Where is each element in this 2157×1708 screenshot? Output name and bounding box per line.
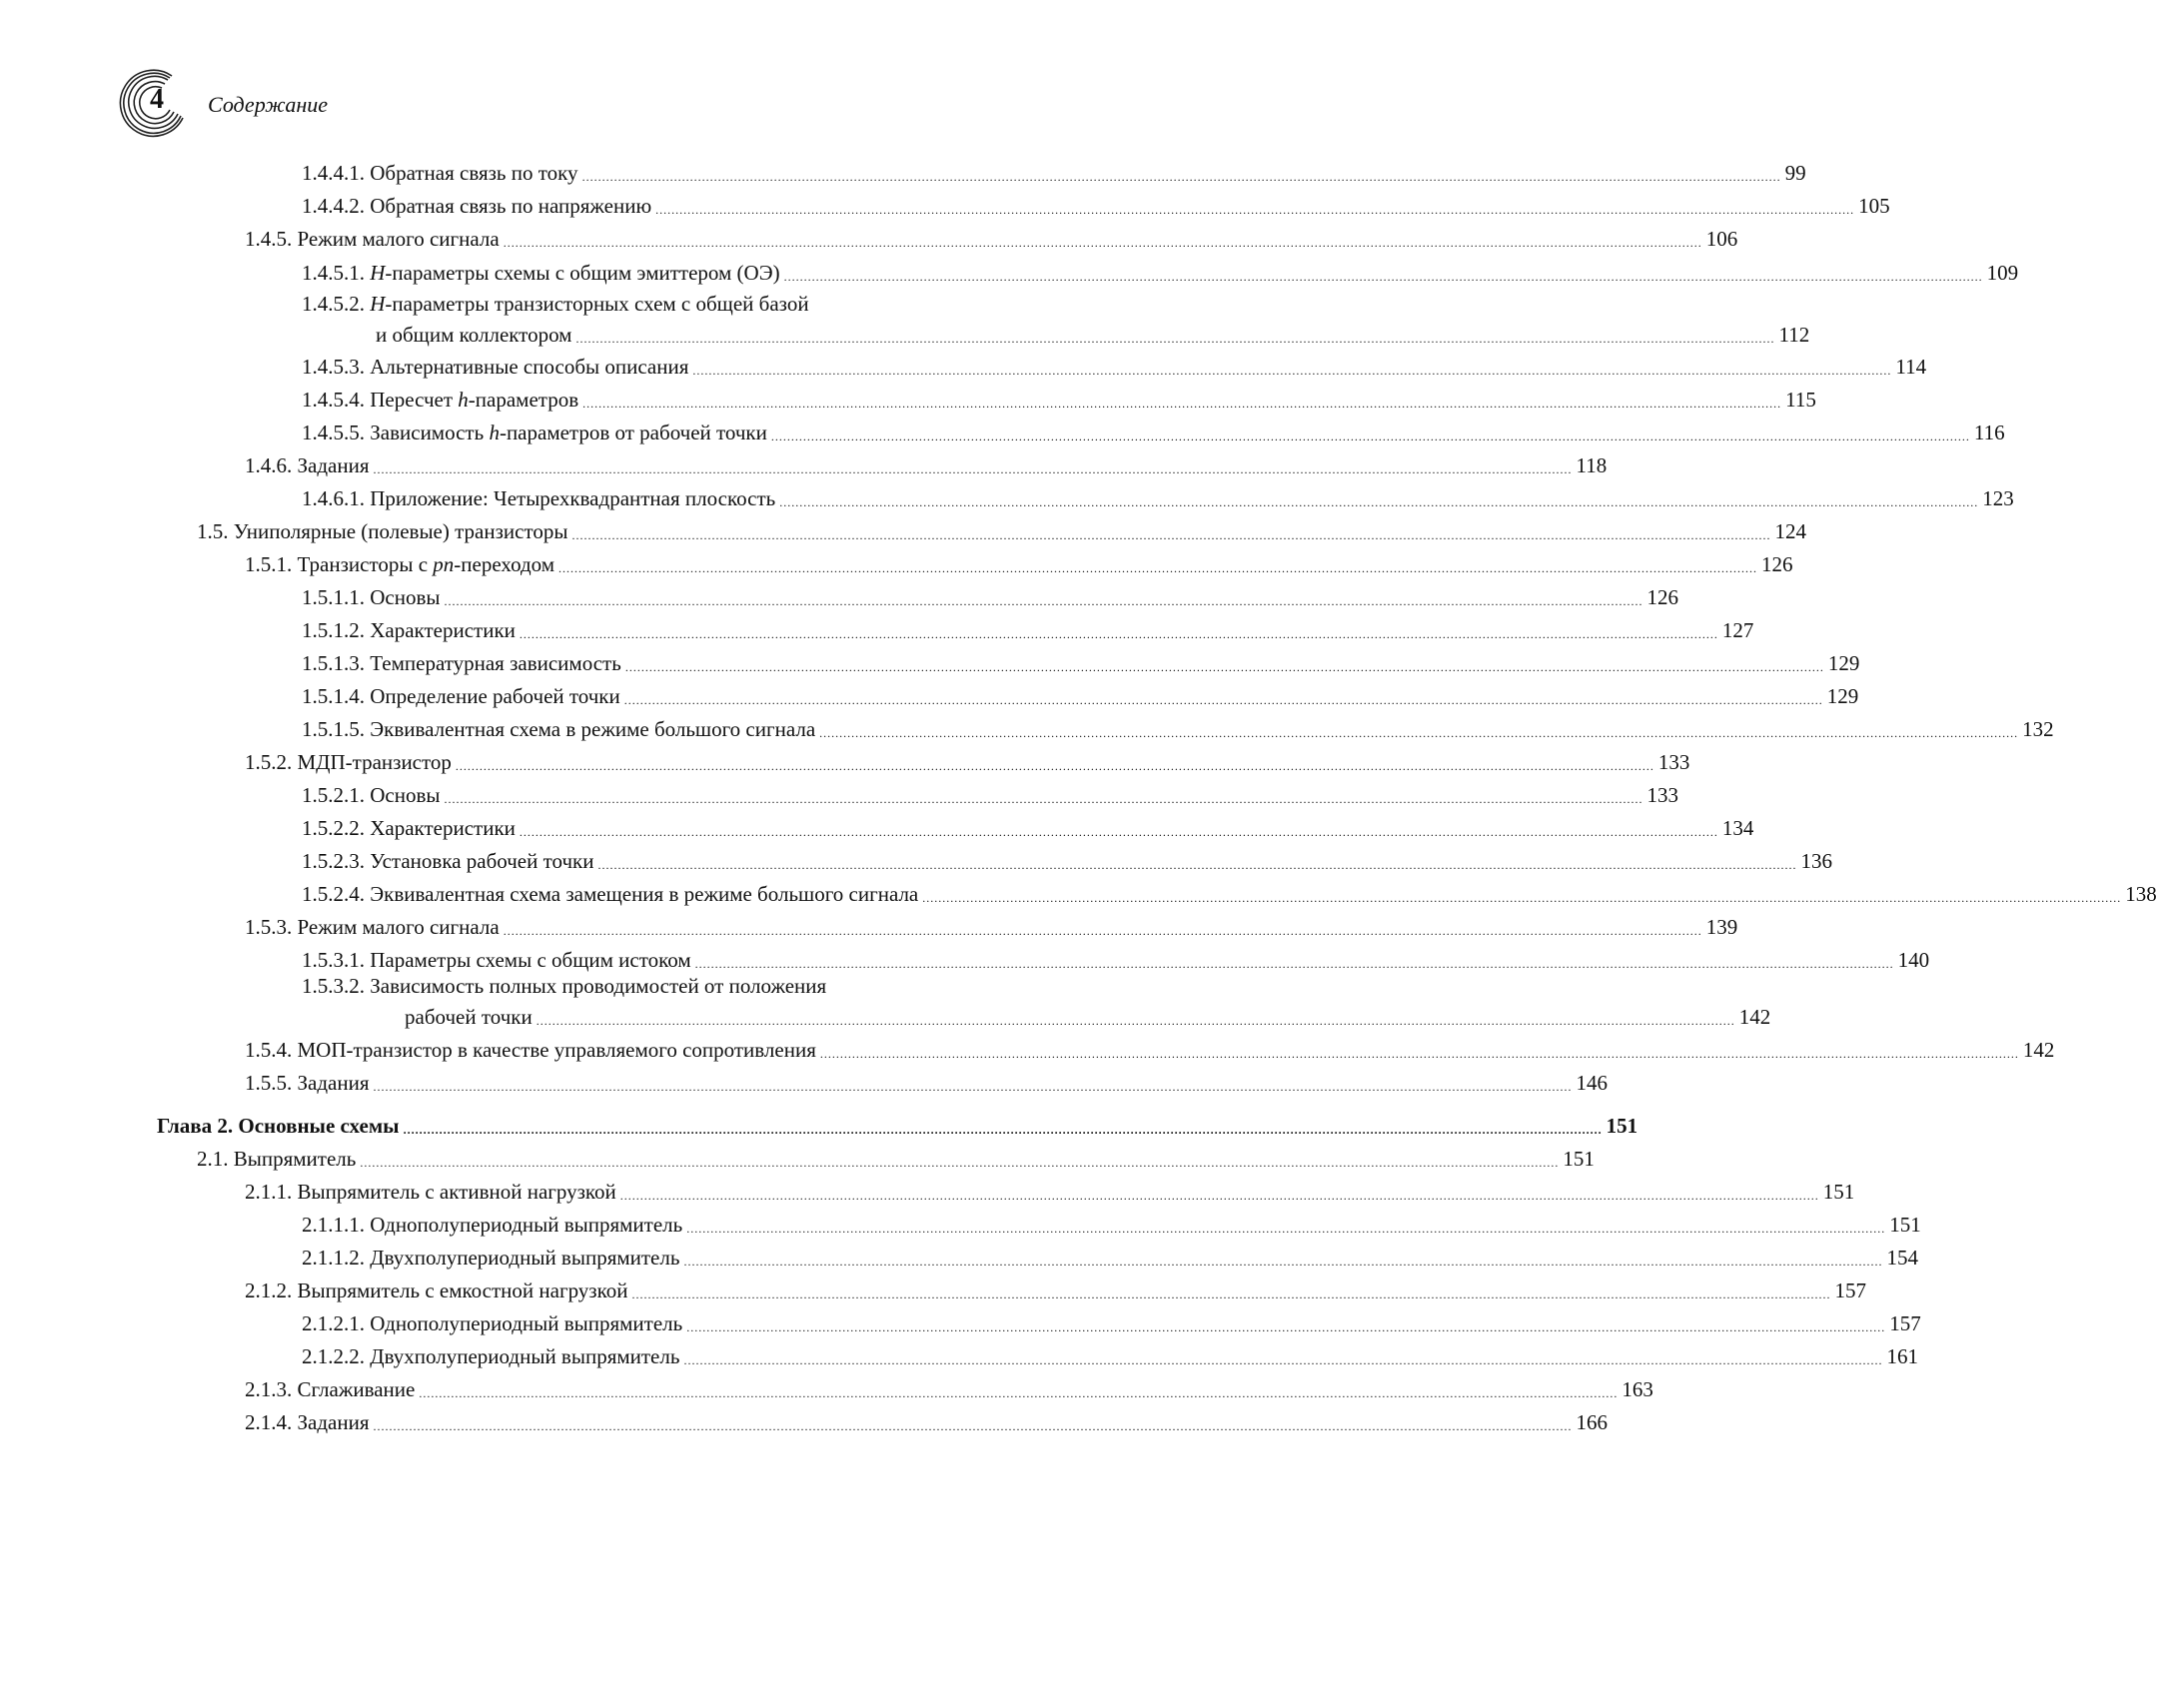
toc-entry-title: Приложение: Четырехквадрантная плоскость: [370, 486, 776, 510]
toc-entry-page: 166: [1576, 1410, 1608, 1434]
toc-entry: [302, 780, 1678, 810]
toc-entry-number: 1.5.1.: [245, 552, 298, 576]
toc-entry: [245, 224, 1738, 254]
toc-entry: [302, 352, 1927, 382]
toc-entry-page: 115: [1785, 388, 1816, 412]
toc-entry-number: 1.5.3.2.: [302, 974, 371, 998]
toc-entry-title-continued: рабочей точки: [405, 1005, 533, 1029]
toc-entry: [302, 289, 1074, 319]
toc-entry-number: 2.1.1.: [245, 1180, 298, 1204]
toc-entry: [245, 1177, 1855, 1207]
toc-entry-page: 138: [2125, 882, 2157, 906]
toc-entry-page: 133: [1646, 783, 1678, 807]
toc-entry: [245, 1407, 1608, 1437]
toc-entry: [302, 1308, 1921, 1338]
toc-entry: [302, 846, 1832, 876]
dot-leader: ............................................................................................................................................................................................................................................................................................................: [819, 1047, 2019, 1061]
toc-entry-title: Сглаживание: [297, 1377, 416, 1401]
toc-entry: [245, 1276, 1866, 1305]
toc-entry: [302, 191, 1890, 221]
toc-entry: [302, 714, 2054, 744]
toc-entry-number: 2.1.: [197, 1147, 234, 1171]
toc-entry: [245, 549, 1793, 579]
toc-entry-page: 136: [1800, 849, 1832, 873]
toc-entry-number: 2.1.3.: [245, 1377, 298, 1401]
toc-entry-number: 1.4.5.: [245, 227, 298, 251]
toc-entry-number: Глава 2.: [157, 1114, 239, 1138]
dot-leader: ............................................................................................................................................................................................................................................................................................................: [655, 203, 1855, 217]
dot-leader: ............................................................................................................................................................................................................................................................................................................: [692, 364, 1892, 378]
toc-entry: [197, 516, 1806, 546]
toc-entry-page: 109: [1986, 261, 2019, 285]
toc-entry: [245, 1068, 1608, 1098]
toc-entry-number: 2.1.2.2.: [302, 1344, 371, 1368]
dot-leader: ............................................................................................................................................................................................................................................................................................................: [444, 792, 1643, 806]
toc-entry-page: 157: [1834, 1279, 1866, 1302]
page-number: 4: [150, 84, 164, 115]
toc-entry-page: 134: [1721, 816, 1754, 840]
toc-entry-number: 2.1.2.: [245, 1279, 298, 1302]
dot-leader: ............................................................................................................................................................................................................................................................................................................: [922, 891, 2122, 905]
dot-leader: ............................................................................................................................................................................................................................................................................................................: [373, 1080, 1573, 1094]
toc-entry: [302, 1341, 1918, 1371]
toc-entry-number: 2.1.4.: [245, 1410, 298, 1434]
toc-entry: [157, 1111, 1638, 1141]
running-title: Содержание: [208, 92, 329, 117]
toc-entry-title: Характеристики: [370, 816, 516, 840]
toc-entry-page: 129: [1827, 651, 1860, 675]
dot-leader: ............................................................................................................................................................................................................................................................................................................: [683, 1255, 1883, 1269]
dot-leader: ............................................................................................................................................................................................................................................................................................................: [519, 825, 1718, 839]
toc-entry-title: Зависимость h-параметров от рабочей точки: [370, 421, 767, 444]
toc-entry-title: Задания: [297, 1071, 370, 1095]
dot-leader: ............................................................................................................................................................................................................................................................................................................: [631, 1287, 1831, 1301]
toc-entry-page: 114: [1895, 355, 1927, 379]
toc-entry-number: 1.5.1.2.: [302, 618, 371, 642]
dot-leader: ............................................................................................................................................................................................................................................................................................................: [623, 693, 1823, 707]
toc-entry-number: 2.1.2.1.: [302, 1311, 371, 1335]
dot-leader: ............................................................................................................................................................................................................................................................................................................: [770, 429, 1970, 443]
toc-entry-title: Двухполупериодный выпрямитель: [370, 1344, 680, 1368]
toc-entry: [302, 813, 1754, 843]
toc-entry-number: 1.5.3.1.: [302, 948, 371, 972]
toc-entry-continuation: [376, 320, 1810, 350]
toc-entry-title: Обратная связь по напряжению: [370, 194, 652, 218]
page-header: [118, 68, 328, 138]
toc-entry: [302, 158, 1806, 188]
toc-entry-title: Обратная связь по току: [370, 161, 578, 185]
toc-entry: [245, 912, 1738, 942]
dot-leader: ............................................................................................................................................................................................................................................................................................................: [619, 1189, 1819, 1203]
toc-entry-title-continued: и общим коллектором: [376, 323, 572, 347]
toc-entry-title: Основные схемы: [238, 1114, 400, 1138]
toc-entry-number: 1.4.5.5.: [302, 421, 371, 444]
toc-entry-title: Определение рабочей точки: [370, 684, 620, 708]
toc-entry-page: 106: [1705, 227, 1738, 251]
dot-leader: ............................................................................................................................................................................................................................................................................................................: [686, 1320, 1886, 1334]
dot-leader: ............................................................................................................................................................................................................................................................................................................: [503, 236, 1702, 250]
toc-entry-page: 163: [1621, 1377, 1653, 1401]
toc-entry-number: 1.4.4.2.: [302, 194, 371, 218]
dot-leader: ............................................................................................................................................................................................................................................................................................................: [403, 1123, 1603, 1137]
dot-leader: ............................................................................................................................................................................................................................................................................................................: [581, 170, 1781, 184]
toc-entry-number: 1.5.1.5.: [302, 717, 371, 741]
toc-entry-page: 154: [1886, 1246, 1918, 1270]
toc-entry-page: 123: [1982, 486, 2014, 510]
toc-entry-title: Однополупериодный выпрямитель: [370, 1311, 683, 1335]
toc-entry-number: 1.4.5.2.: [302, 292, 371, 316]
dot-leader: ............................................................................................................................................................................................................................................................................................................: [536, 1014, 1735, 1028]
toc-entry-number: 1.5.5.: [245, 1071, 298, 1095]
toc-entry-title: Установка рабочей точки: [370, 849, 594, 873]
toc-entry-page: 127: [1721, 618, 1754, 642]
toc-entry-number: 1.4.5.3.: [302, 355, 371, 379]
toc-entry-number: 1.4.6.: [245, 453, 298, 477]
toc-entry-page: 151: [1822, 1180, 1855, 1204]
toc-entry: [302, 971, 1074, 1001]
toc-entry-number: 1.5.2.4.: [302, 882, 371, 906]
dot-leader: ............................................................................................................................................................................................................................................................................................................: [373, 1419, 1573, 1433]
toc-entry-number: 1.5.2.1.: [302, 783, 371, 807]
toc-entry-number: 2.1.1.2.: [302, 1246, 371, 1270]
toc-entry-page: 139: [1705, 915, 1738, 939]
toc-entry-page: 126: [1646, 585, 1678, 609]
toc-entry-title: Эквивалентная схема замещения в режиме большого сигнала: [370, 882, 919, 906]
toc-entry-number: 1.5.3.: [245, 915, 298, 939]
dot-leader: ............................................................................................................................................................................................................................................................................................................: [694, 957, 1894, 971]
toc-entry: [302, 385, 1816, 415]
dot-leader: ............................................................................................................................................................................................................................................................................................................: [597, 858, 1797, 872]
publisher-logo: [118, 70, 184, 136]
toc-entry-title: Параметры схемы с общим истоком: [370, 948, 691, 972]
toc-entry-page: 126: [1761, 552, 1793, 576]
dot-leader: ............................................................................................................................................................................................................................................................................................................: [779, 495, 1979, 509]
toc-entry-title: Транзисторы с pn-переходом: [297, 552, 555, 576]
toc-entry-page: 124: [1774, 519, 1806, 543]
dot-leader: ............................................................................................................................................................................................................................................................................................................: [624, 660, 1824, 674]
dot-leader: ............................................................................................................................................................................................................................................................................................................: [575, 332, 1775, 346]
toc-entry-title: Эквивалентная схема в режиме большого сигнала: [370, 717, 816, 741]
toc-entry-page: 129: [1826, 684, 1859, 708]
toc-entry-title: Задания: [297, 453, 370, 477]
toc-entry-title: Зависимость полных проводимостей от положения: [370, 974, 827, 998]
toc-entry-number: 1.4.4.1.: [302, 161, 371, 185]
dot-leader: ............................................................................................................................................................................................................................................................................................................: [360, 1156, 1560, 1170]
toc-entry: [245, 1035, 2055, 1065]
toc-entry-title: Температурная зависимость: [370, 651, 621, 675]
toc-entry-page: 157: [1889, 1311, 1921, 1335]
toc-entry-number: 1.5.1.4.: [302, 684, 371, 708]
toc-entry-page: 140: [1897, 948, 1930, 972]
toc-entry-number: 1.4.6.1.: [302, 486, 371, 510]
dot-leader: ............................................................................................................................................................................................................................................................................................................: [373, 462, 1573, 476]
toc-entry-page: 142: [1738, 1005, 1771, 1029]
toc-entry-title: Униполярные (полевые) транзисторы: [233, 519, 568, 543]
toc-entry: [302, 258, 2019, 288]
dot-leader: ............................................................................................................................................................................................................................................................................................................: [444, 594, 1643, 608]
dot-leader: ............................................................................................................................................................................................................................................................................................................: [571, 528, 1771, 542]
toc-entry: [302, 648, 1860, 678]
toc-entry-page: 118: [1576, 453, 1608, 477]
dot-leader: ............................................................................................................................................................................................................................................................................................................: [783, 270, 1983, 284]
toc-entry-number: 1.5.4.: [245, 1038, 298, 1062]
toc-entry-title: Альтернативные способы описания: [370, 355, 689, 379]
toc-entry-title: Основы: [370, 783, 441, 807]
toc-entry-page: 133: [1657, 750, 1690, 774]
toc-entry-title: Пересчет h-параметров: [370, 388, 579, 412]
toc-entry-page: 99: [1784, 161, 1806, 185]
dot-leader: ............................................................................................................................................................................................................................................................................................................: [455, 759, 1654, 773]
dot-leader: ............................................................................................................................................................................................................................................................................................................: [686, 1222, 1886, 1236]
toc-entry-number: 1.5.1.1.: [302, 585, 371, 609]
toc-entry: [302, 681, 1859, 711]
toc-entry-page: 151: [1563, 1147, 1595, 1171]
toc-entry-title: Режим малого сигнала: [297, 227, 500, 251]
toc-entry-title: H-параметры схемы с общим эмиттером (ОЭ): [370, 261, 780, 285]
toc-entry: [245, 1374, 1653, 1404]
toc-entry-continuation: [405, 1002, 1771, 1032]
toc-entry: [197, 1144, 1595, 1174]
toc-entry: [302, 582, 1678, 612]
toc-entry: [302, 1210, 1921, 1240]
toc-entry: [302, 615, 1754, 645]
dot-leader: ............................................................................................................................................................................................................................................................................................................: [819, 726, 2019, 740]
dot-leader: ............................................................................................................................................................................................................................................................................................................: [558, 561, 1758, 575]
toc-entry-number: 1.5.2.3.: [302, 849, 371, 873]
dot-leader: ............................................................................................................................................................................................................................................................................................................: [419, 1386, 1618, 1400]
toc-entry-page: 151: [1889, 1213, 1921, 1237]
toc-entry-title: Характеристики: [370, 618, 516, 642]
toc-entry-page: 105: [1858, 194, 1890, 218]
toc-entry-title: Основы: [370, 585, 441, 609]
toc-entry: [245, 450, 1608, 480]
toc-entry-title: МОП-транзистор в качестве управляемого сопротивления: [297, 1038, 816, 1062]
toc-entry-title: Двухполупериодный выпрямитель: [370, 1246, 680, 1270]
toc-entry-number: 1.5.2.2.: [302, 816, 371, 840]
toc-entry-title: Задания: [297, 1410, 370, 1434]
dot-leader: ............................................................................................................................................................................................................................................................................................................: [519, 627, 1718, 641]
toc-entry-number: 1.4.5.1.: [302, 261, 371, 285]
toc-entry-page: 112: [1778, 323, 1810, 347]
toc-entry-page: 142: [2022, 1038, 2055, 1062]
dot-leader: ............................................................................................................................................................................................................................................................................................................: [683, 1353, 1883, 1367]
dot-leader: ............................................................................................................................................................................................................................................................................................................: [503, 924, 1702, 938]
toc-entry-title: Режим малого сигнала: [297, 915, 500, 939]
toc-entry-title: МДП-транзистор: [297, 750, 452, 774]
toc-entry-page: 161: [1886, 1344, 1918, 1368]
toc-entry-page: 146: [1576, 1071, 1608, 1095]
toc-entry-number: 2.1.1.1.: [302, 1213, 371, 1237]
toc-entry-page: 151: [1606, 1114, 1638, 1138]
toc-entry-number: 1.4.5.4.: [302, 388, 371, 412]
toc-entry: [302, 879, 2157, 909]
toc-entry-page: 132: [2022, 717, 2054, 741]
toc-entry: [302, 1243, 1918, 1273]
toc-entry-number: 1.5.1.3.: [302, 651, 371, 675]
toc-entry-title: Выпрямитель с активной нагрузкой: [297, 1180, 616, 1204]
toc-entry: [245, 747, 1690, 777]
toc-entry-title: H-параметры транзисторных схем с общей базой: [370, 292, 809, 316]
dot-leader: ............................................................................................................................................................................................................................................................................................................: [582, 397, 1782, 411]
toc-entry-title: Выпрямитель: [233, 1147, 357, 1171]
toc-entry: [302, 483, 2014, 513]
toc-entry-title: Однополупериодный выпрямитель: [370, 1213, 683, 1237]
toc-entry-number: 1.5.: [197, 519, 234, 543]
toc-entry-page: 116: [1973, 421, 2005, 444]
toc-entry-number: 1.5.2.: [245, 750, 298, 774]
toc-entry-title: Выпрямитель с емкостной нагрузкой: [297, 1279, 628, 1302]
toc-entry: [302, 418, 2005, 447]
